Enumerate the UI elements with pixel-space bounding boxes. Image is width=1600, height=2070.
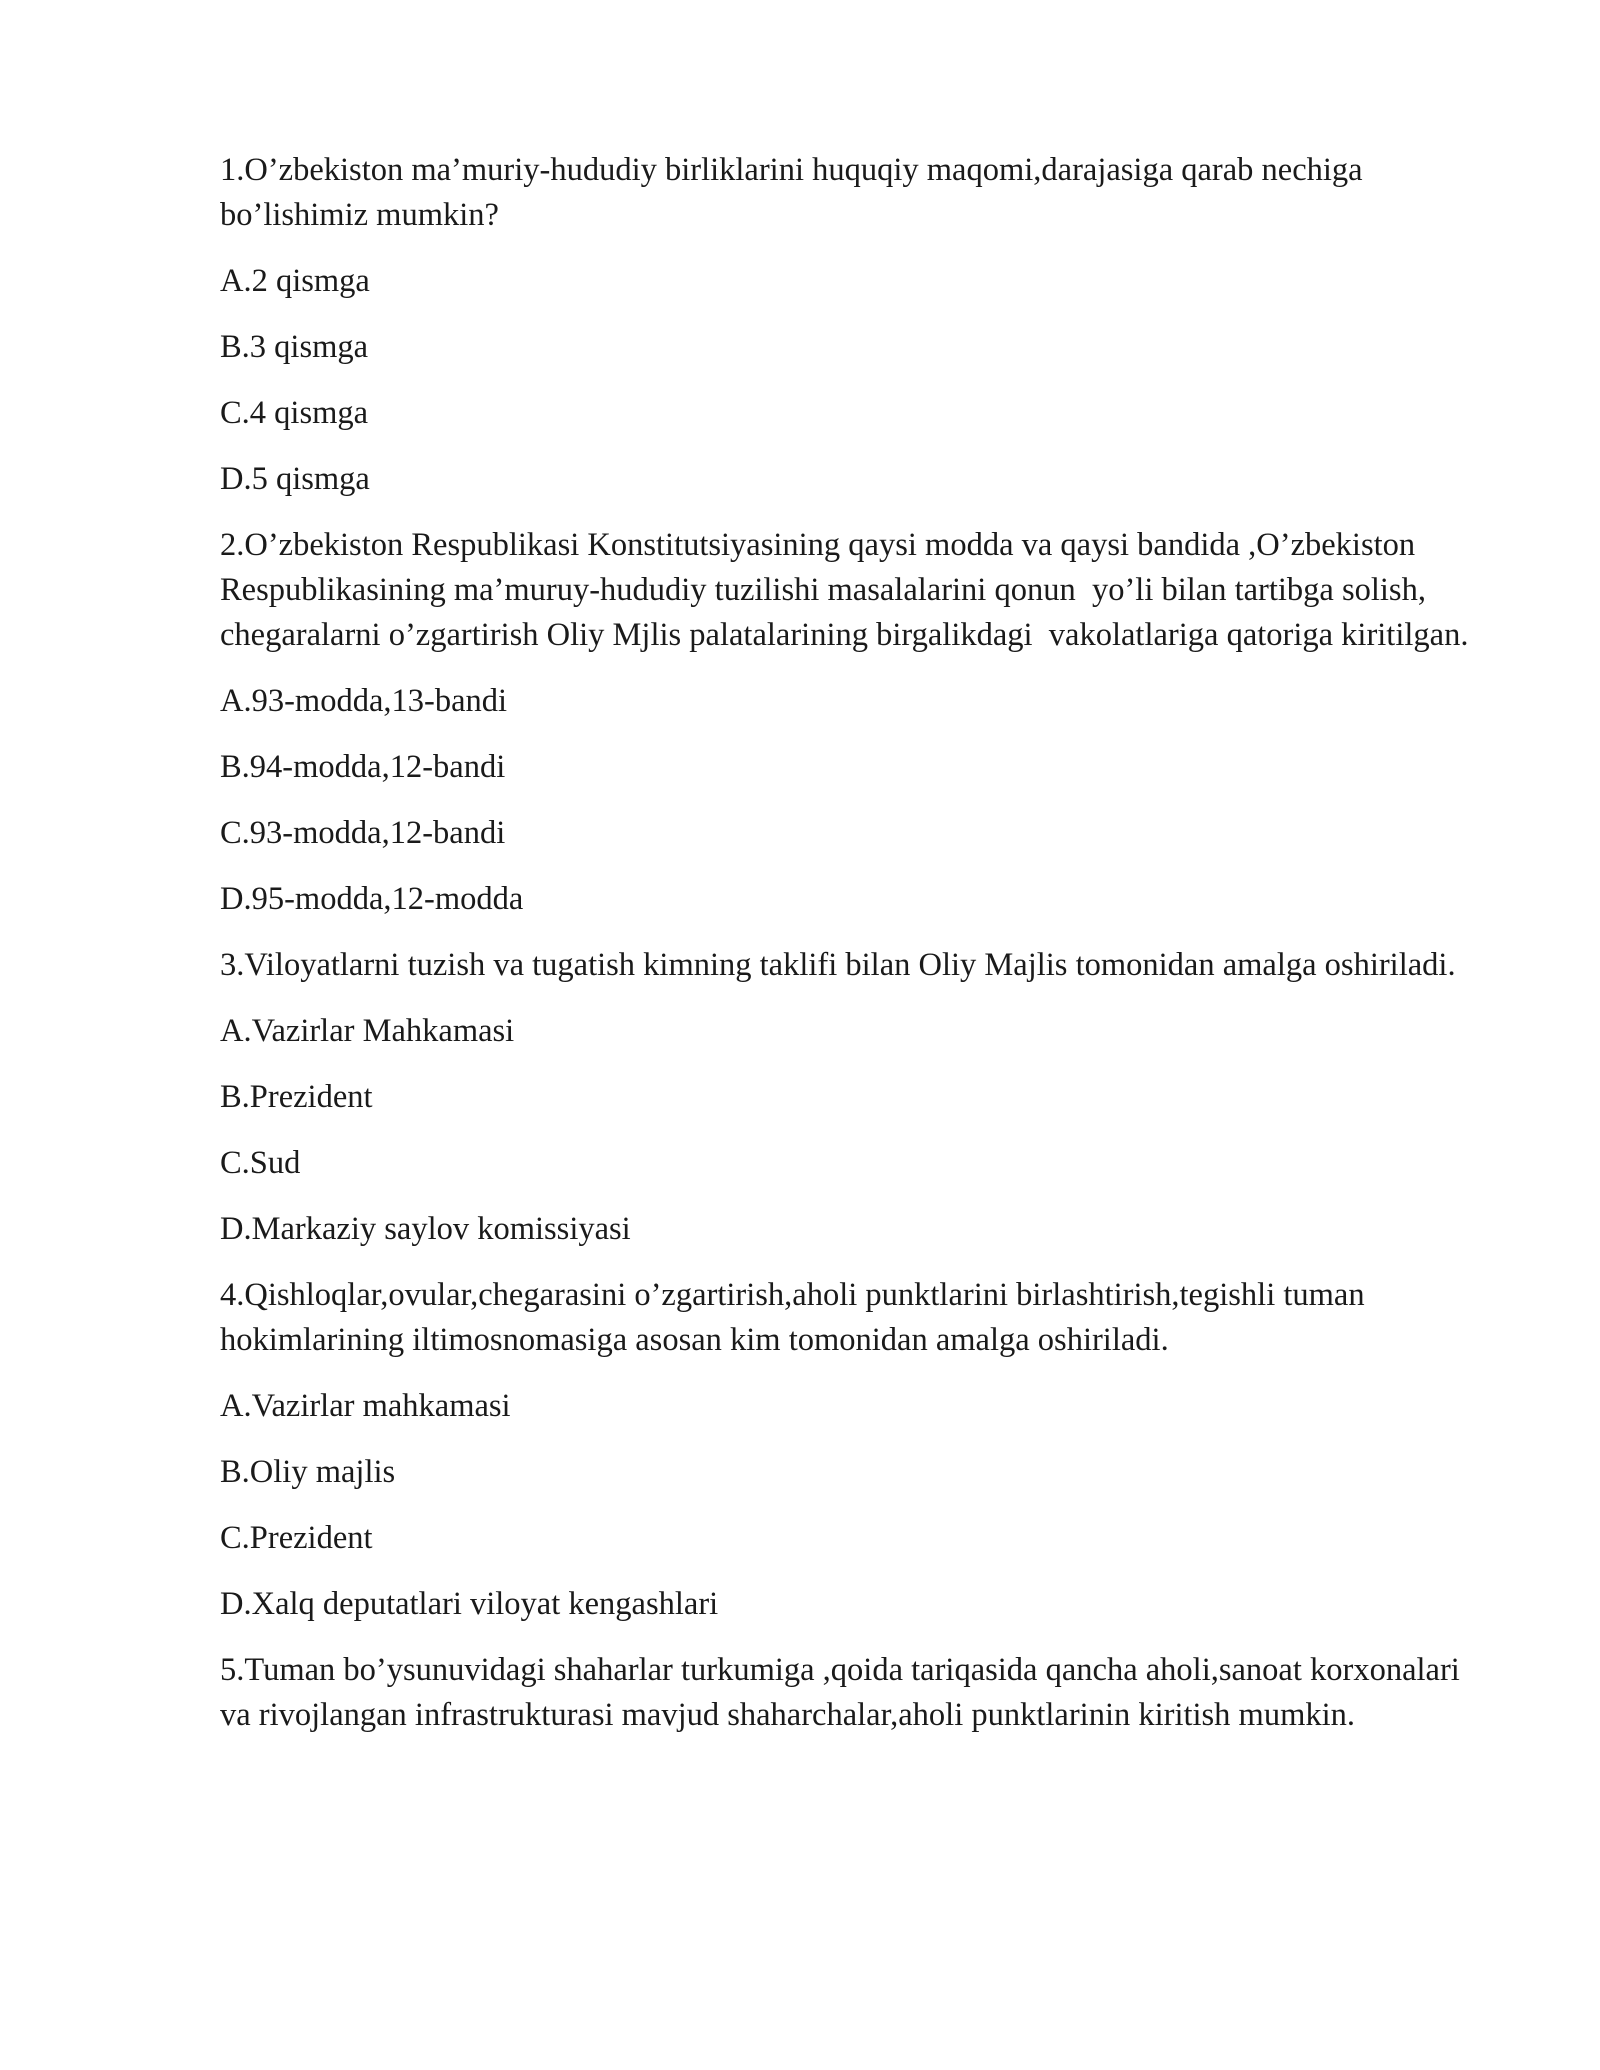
option-d: D.5 qismga bbox=[220, 461, 370, 497]
question-text: 2.O’zbekiston Respublikasi Konstitutsiyasining qaysi modda va qaysi bandida ,O’zbekiston Respublikasining ma’muruy-hududiy tuzilishi masalalarini qonun yo’li bilan tartibga solish, chegaralarni o’zgartirish Oliy Mjlis palatalarining birgalikdagi vakolatlariga qatoriga kiritilgan. bbox=[220, 527, 1469, 653]
option-d: D.95-modda,12-modda bbox=[220, 881, 524, 917]
question-text: 3.Viloyatlarni tuzish va tugatish kimning taklifi bilan Oliy Majlis tomonidan amalga oshiriladi. bbox=[220, 947, 1456, 983]
option-b: B.Oliy majlis bbox=[220, 1454, 396, 1490]
option-b: B.Prezident bbox=[220, 1079, 373, 1115]
option-d: D.Xalq deputatlari viloyat kengashlari bbox=[220, 1586, 719, 1622]
question-3 bbox=[220, 943, 1480, 988]
question-text: 1.O’zbekiston ma’muriy-hududiy birliklarini huquqiy maqomi,darajasiga qarab nechiga bo’lishimiz mumkin? bbox=[220, 152, 1371, 233]
option-b: B.3 qismga bbox=[220, 329, 369, 365]
option-c: C.4 qismga bbox=[220, 395, 369, 431]
question-text: 5.Tuman bo’ysunuvidagi shaharlar turkumiga ,qoida tariqasida qancha aholi,sanoat korxonalari va rivojlangan infrastrukturasi mavjud shaharchalar,aholi punktlarinin kiritish mumkin. bbox=[220, 1652, 1468, 1733]
option-b: B.94-modda,12-bandi bbox=[220, 749, 506, 785]
option-c: C.Prezident bbox=[220, 1520, 373, 1556]
question-5 bbox=[220, 1648, 1480, 1738]
option-c: C.93-modda,12-bandi bbox=[220, 815, 506, 851]
question-2 bbox=[220, 523, 1480, 658]
option-d: D.Markaziy saylov komissiyasi bbox=[220, 1211, 631, 1247]
question-4 bbox=[220, 1273, 1480, 1363]
option-a: A.2 qismga bbox=[220, 263, 370, 299]
option-a: A.Vazirlar Mahkamasi bbox=[220, 1013, 515, 1049]
question-text: 4.Qishloqlar,ovular,chegarasini o’zgartirish,aholi punktlarini birlashtirish,tegishli tuman hokimlarining iltimosnomasiga asosan kim tomonidan amalga oshiriladi. bbox=[220, 1277, 1373, 1358]
option-a: A.Vazirlar mahkamasi bbox=[220, 1388, 511, 1424]
option-a: A.93-modda,13-bandi bbox=[220, 683, 508, 719]
option-c: C.Sud bbox=[220, 1145, 301, 1181]
document-page bbox=[220, 148, 1480, 1759]
question-1 bbox=[220, 148, 1480, 238]
